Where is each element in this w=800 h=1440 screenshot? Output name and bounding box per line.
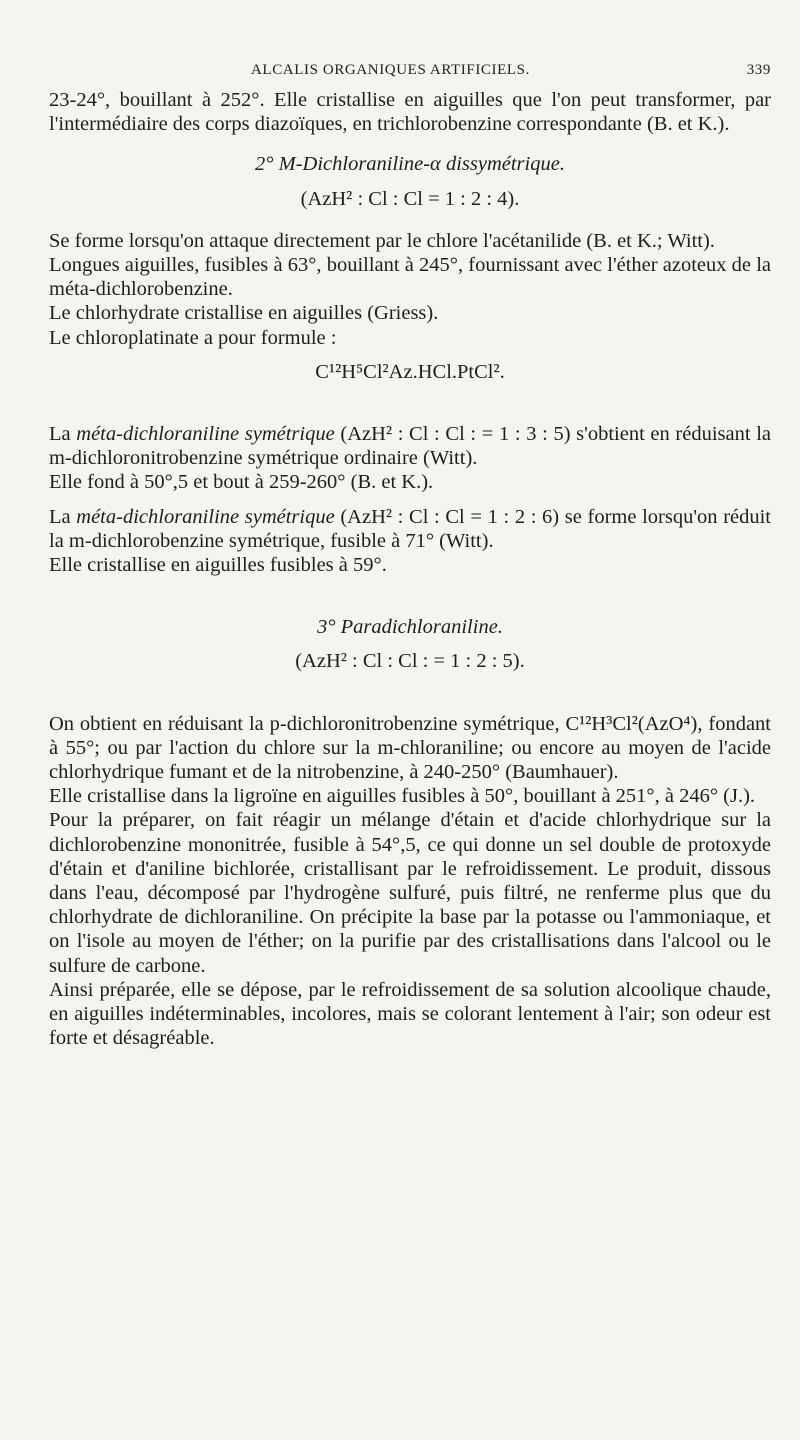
page-number: 339 <box>746 62 771 78</box>
paragraph-chloroplatinate: Le chloroplatinate a pour formule : <box>49 326 337 349</box>
section-heading-paradichloraniline: 3° Paradichloraniline. <box>317 616 503 639</box>
paragraph-ligroine: Elle cristallise dans la ligroïne en aiguilles fusibles à 50°, bouillant à 251°, à 246° (J.). <box>49 785 756 808</box>
paragraph-meta-symetrique-2: La méta-dichloraniline symétrique (AzH² : Cl : Cl = 1 : 2 : 6) se forme lorsqu'on réduit la m-dichlorobenzine symétrique, fusible à 71° (Witt). <box>49 505 772 552</box>
formula-alpha: (AzH² : Cl : Cl = 1 : 2 : 4). <box>300 187 520 210</box>
paragraph-meta-symetrique-1: La méta-dichloraniline symétrique (AzH² : Cl : Cl : = 1 : 3 : 5) s'obtient en réduisant la m-dichloronitrobenzine symétrique ordinaire (Witt). <box>49 423 772 470</box>
paragraph-cristallise: Elle cristallise en aiguilles fusibles à 59°. <box>49 554 387 577</box>
paragraph-formation: Se forme lorsqu'on attaque directement par le chlore l'acétanilide (B. et K.; Witt). <box>49 229 715 252</box>
paragraph-ainsi-preparee: Ainsi préparée, elle se dépose, par le refroidissement de sa solution alcoolique chaude, en aiguilles indéterminables, incolores, mais se colorant lentement à l'air; son odeur est forte et désagréable. <box>49 978 771 1050</box>
term-meta-dichloraniline: méta-dichloraniline symétrique <box>76 423 335 446</box>
book-page <box>49 58 771 1051</box>
paragraph-preparation: Pour la préparer, on fait réagir un mélange d'étain et d'acide chlorhydrique sur la dichlorobenzine mononitrée, fusible à 54°,5, ce qui donne un sel double de protoxyde d'étain et d'aniline bichlorée, cristallisant par le refroidissement. Le produit, dissous dans l'eau, décomposé par l'hydrogène sulfuré, puis filtré, ne renferme plus que du chlorhydrate de dichloraniline. On précipite la base par la potasse ou l'ammoniaque, et on l'isole au moyen de l'éther; on la purifie par des cristallisations dans l'alcool ou le sulfure de carbone. <box>49 809 771 977</box>
paragraph-properties: Longues aiguilles, fusibles à 63°, bouillant à 245°, fournissant avec l'éther azoteux de la méta-dichlorobenzine. <box>49 254 771 301</box>
term-meta-dichloraniline: méta-dichloraniline symétrique <box>76 505 335 528</box>
page-body <box>49 88 771 1051</box>
page-header <box>49 58 771 88</box>
paragraph-point-fusion: Elle fond à 50°,5 et bout à 259-260° (B. et K.). <box>49 471 434 494</box>
running-head: ALCALIS ORGANIQUES ARTIFICIELS. <box>251 62 530 78</box>
formula-chloroplatinate: C¹²H⁵Cl²Az.HCl.PtCl². <box>315 360 505 383</box>
paragraph-obtention: On obtient en réduisant la p-dichloronitrobenzine symétrique, C¹²H³Cl²(AzO⁴), fondant à 55°; ou par l'action du chlore sur la m-chloraniline; ou encore au moyen de l'acide chlorhydrique fumant et de la nitrobenzine, à 240-250° (Baumhauer). <box>49 712 771 784</box>
section-heading-dichloraniline-alpha: 2° M-Dichloraniline-α dissymétrique. <box>255 153 565 176</box>
paragraph-continuation: 23-24°, bouillant à 252°. Elle cristallise en aiguilles que l'on peut transformer, par l'intermédiaire des corps diazoïques, en trichlorobenzine correspondante (B. et K.). <box>49 89 771 136</box>
paragraph-chlorhydrate: Le chlorhydrate cristallise en aiguilles (Griess). <box>49 302 439 325</box>
formula-para: (AzH² : Cl : Cl : = 1 : 2 : 5). <box>295 650 525 673</box>
